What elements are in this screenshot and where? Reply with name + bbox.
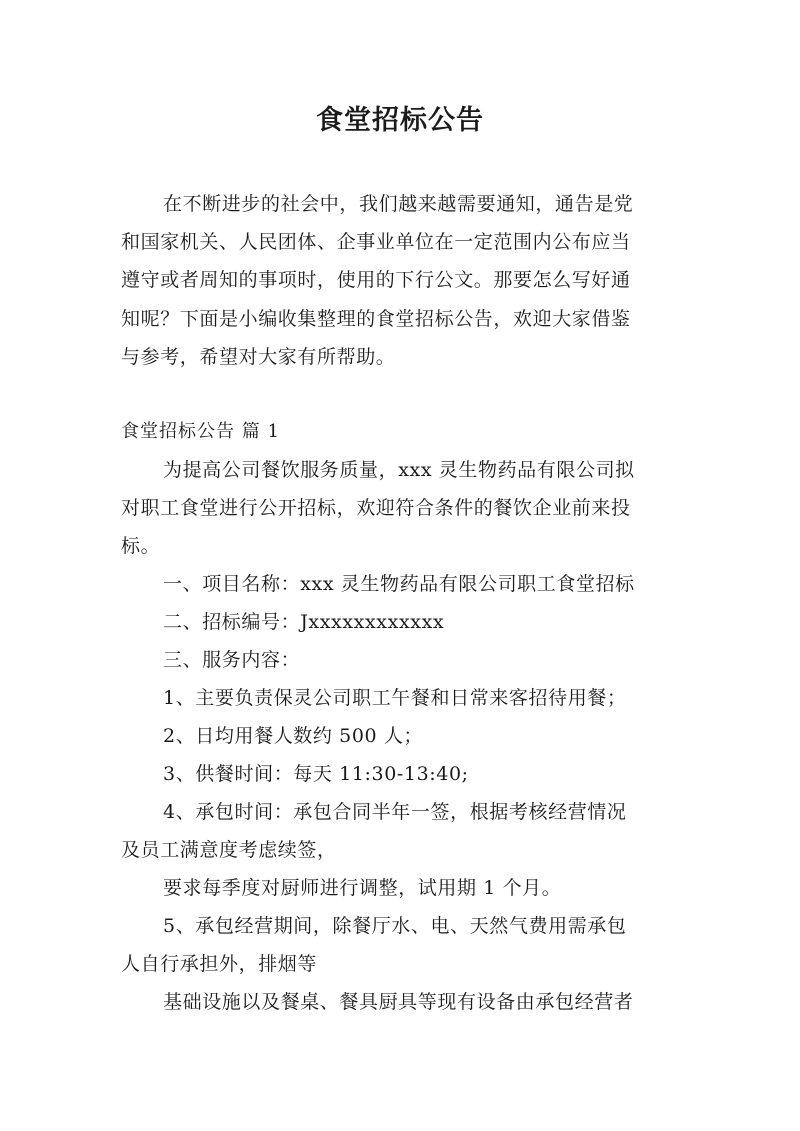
intro-line: 与参考，希望对大家有所帮助。 — [121, 346, 396, 368]
section-heading: 食堂招标公告 篇 1 — [121, 421, 280, 442]
body-line: 标。 — [121, 535, 161, 557]
intro-line: 遵守或者周知的事项时，使用的下行公文。那要怎么写好通 — [121, 269, 631, 291]
body-line: 一、项目名称：xxx 灵生物药品有限公司职工食堂招标 — [163, 573, 635, 595]
body-line: 5、承包经营期间，除餐厅水、电、天然气费用需承包 — [163, 915, 627, 937]
body-line: 基础设施以及餐桌、餐具厨具等现有设备由承包经营者 — [163, 991, 634, 1013]
body-line: 对职工食堂进行公开招标，欢迎符合条件的餐饮企业前来投 — [121, 497, 631, 519]
body-line: 要求每季度对厨师进行调整，试用期 1 个月。 — [163, 877, 562, 899]
intro-line: 和国家机关、人民团体、企事业单位在一定范围内公布应当 — [121, 231, 631, 253]
body-line: 2、日均用餐人数约 500 人； — [163, 725, 424, 747]
body-line: 三、服务内容： — [163, 649, 301, 671]
body-line: 二、招标编号：Jxxxxxxxxxxxx — [163, 611, 445, 633]
body-line: 4、承包时间：承包合同半年一签，根据考核经营情况 — [163, 801, 627, 823]
intro-line: 知呢？下面是小编收集整理的食堂招标公告，欢迎大家借鉴 — [121, 308, 631, 330]
document-title: 食堂招标公告 — [316, 105, 484, 136]
body-line: 及员工满意度考虑续签， — [121, 839, 337, 861]
body-line: 为提高公司餐饮服务质量，xxx 灵生物药品有限公司拟 — [163, 459, 635, 481]
intro-line: 在不断进步的社会中，我们越来越需要通知，通告是党 — [163, 193, 634, 215]
body-line: 1、主要负责保灵公司职工午餐和日常来客招待用餐； — [163, 687, 627, 709]
body-line: 3、供餐时间：每天 11:30-13:40; — [163, 763, 469, 785]
body-line: 人自行承担外，排烟等 — [121, 953, 318, 975]
